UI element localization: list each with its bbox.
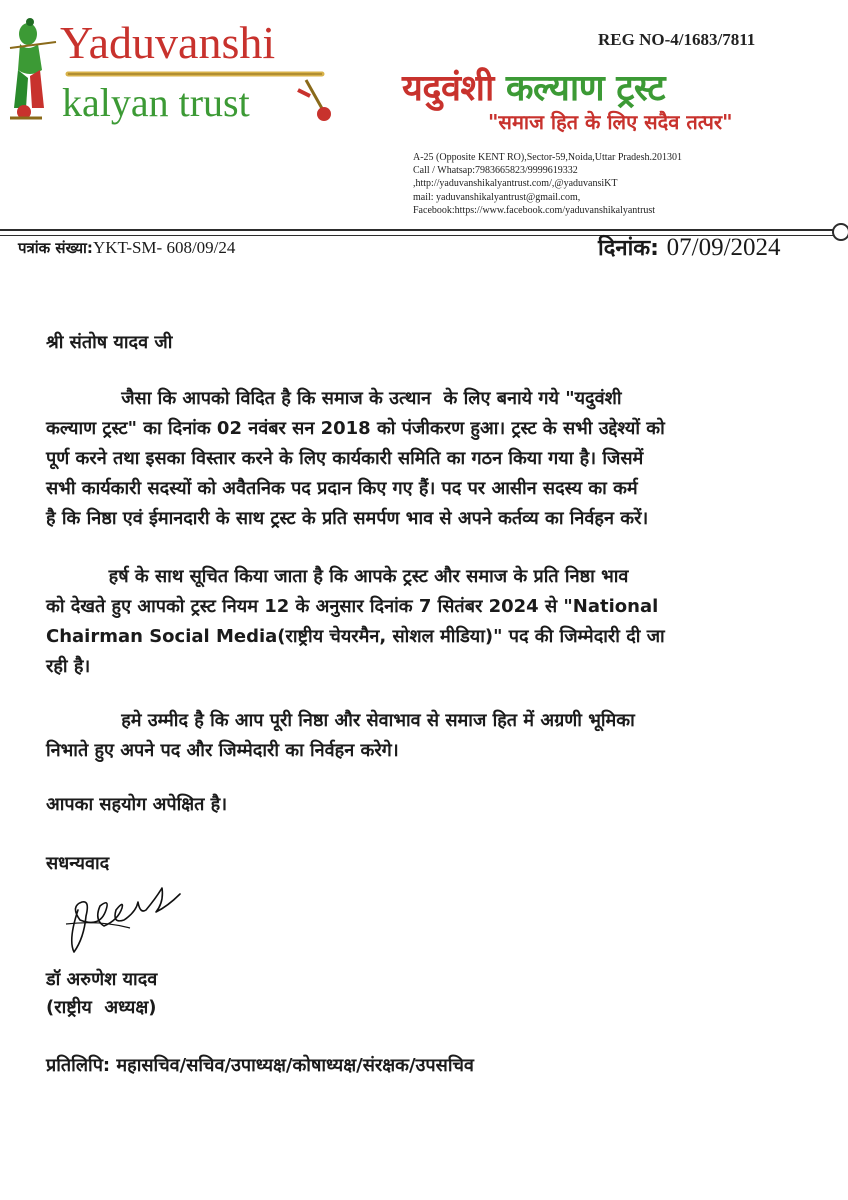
reference-value: YKT-SM- 608/09/24 xyxy=(92,238,236,257)
mace-icon xyxy=(298,80,331,121)
copy-to: प्रतिलिपि: महासचिव/सचिव/उपाध्यक्ष/कोषाध्यक्ष/संरक्षक/उपसचिव xyxy=(46,1055,474,1076)
logo-name-line1: Yaduvanshi xyxy=(60,17,276,68)
paragraph-line: है कि निष्ठा एवं ईमानदारी के साथ ट्रस्ट के प्रति समर्पण भाव से अपने कर्तव्य का निर्वहन करें। xyxy=(46,508,649,529)
tagline: "समाज हित के लिए सदैव तत्पर" xyxy=(488,110,733,134)
facebook-line: Facebook:https://www.facebook.com/yaduvanshikalyantrust xyxy=(413,204,656,216)
contact-address-block xyxy=(413,151,682,217)
email-line: mail: yaduvanshikalyantrust@gmail.com, xyxy=(413,191,581,203)
handwritten-signature xyxy=(60,880,200,960)
signer-title: (राष्ट्रीय अध्यक्ष) xyxy=(46,997,157,1018)
paragraph-line: को देखते हुए आपको ट्रस्ट नियम 12 के अनुसार दिनांक 7 सितंबर 2024 से "National xyxy=(46,596,659,617)
cooperation-request: आपका सहयोग अपेक्षित है। xyxy=(46,794,228,815)
paragraph-line: सभी कार्यकारी सदस्यों को अवैतनिक पद प्रदान किए गए हैं। पद पर आसीन सदस्य का कर्म xyxy=(46,478,638,499)
paragraph-line: हर्ष के साथ सूचित किया जाता है कि आपके ट्रस्ट और समाज के प्रति निष्ठा भाव xyxy=(46,566,629,587)
date-label: दिनांक: xyxy=(598,236,667,261)
reference-label: पत्रांक संख्या: xyxy=(18,239,93,257)
date-value: 07/09/2024 xyxy=(666,234,781,261)
paragraph-line: कल्याण ट्रस्ट" का दिनांक 02 नवंबर सन 2018 को पंजीकरण हुआ। ट्रस्ट के सभी उद्देश्यों को xyxy=(46,418,665,439)
salutation: श्री संतोष यादव जी xyxy=(46,332,173,353)
divider-end-ornament xyxy=(832,223,848,241)
paragraph-2 xyxy=(46,562,806,682)
hindi-title-part1: यदुवंशी xyxy=(402,68,494,109)
trust-logo xyxy=(6,8,336,128)
paragraph-3 xyxy=(46,706,806,766)
registration-number: REG NO-4/1683/7811 xyxy=(598,30,756,49)
krishna-with-flute-icon xyxy=(10,18,56,119)
paragraph-line: हमे उम्मीद है कि आप पूरी निष्ठा और सेवाभाव से समाज हित में अग्रणी भूमिका xyxy=(46,710,635,731)
reference-number xyxy=(18,238,235,258)
letter-date xyxy=(598,232,781,262)
logo-name-line2: kalyan trust xyxy=(62,80,250,125)
paragraph-1 xyxy=(46,384,806,534)
signer-block xyxy=(46,966,806,1022)
hindi-trust-title xyxy=(402,62,665,111)
phone-line: Call / Whatsap:7983665823/9999619332 xyxy=(413,165,578,177)
paragraph-line: Chairman Social Media(राष्ट्रीय चेयरमैन, सोशल मीडिया)" पद की जिम्मेदारी दी जा xyxy=(46,626,665,647)
paragraph-line: निभाते हुए अपने पद और जिम्मेदारी का निर्वहन करेगे। xyxy=(46,740,399,761)
website-line: ,http://yaduvanshikalyantrust.com/,@yaduvansiKT xyxy=(413,178,618,190)
paragraph-line: रही है। xyxy=(46,656,91,677)
signer-name: डॉ अरुणेश यादव xyxy=(46,969,158,990)
address-line: A-25 (Opposite KENT RO),Sector-59,Noida,Uttar Pradesh.201301 xyxy=(413,152,683,163)
closing: सधन्यवाद xyxy=(46,853,110,874)
paragraph-line: पूर्ण करने तथा इसका विस्तार करने के लिए कार्यकारी समिति का गठन किया गया है। जिसमें xyxy=(46,448,644,469)
paragraph-line: जैसा कि आपको विदित है कि समाज के उत्थान के लिए बनाये गये "यदुवंशी xyxy=(46,388,622,409)
header-divider xyxy=(0,229,834,231)
hindi-title-part2: कल्याण ट्रस्ट xyxy=(505,68,666,109)
